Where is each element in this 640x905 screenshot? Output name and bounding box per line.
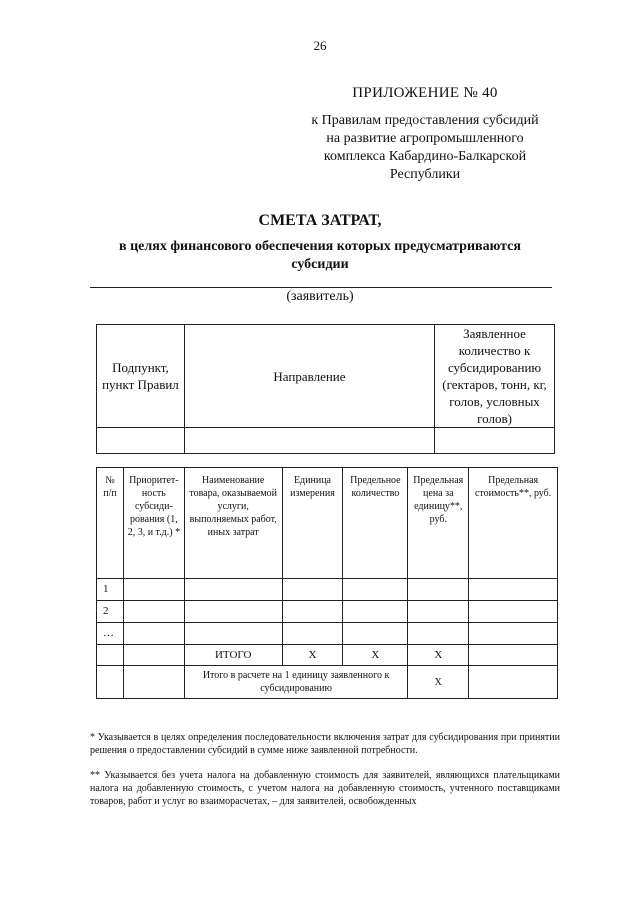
- total-cross: Х: [408, 645, 469, 666]
- table-header-row: [97, 468, 558, 579]
- header-cell: Заявленное количество к субсидированию (гектаров, тонн, кг, голов, условных голов): [435, 325, 555, 428]
- total-cross: Х: [282, 645, 343, 666]
- document-title: СМЕТА ЗАТРАТ,: [258, 212, 382, 229]
- appendix-block: [290, 84, 560, 184]
- header-cell: Единица измерения: [282, 468, 343, 579]
- per-unit-label: Итого в расчете на 1 единицу заявленного к субсидированию: [184, 666, 407, 699]
- header-cell: Направление: [184, 325, 434, 428]
- header-cell: Предельная стоимость**, руб.: [469, 468, 558, 579]
- appendix-line: Республики: [389, 167, 461, 182]
- row-number: …: [97, 623, 124, 645]
- total-label: ИТОГО: [184, 645, 282, 666]
- header-cell: Предельная цена за единицу**, руб.: [408, 468, 469, 579]
- appendix-line: комплекса Кабардино-Балкарской: [323, 149, 527, 164]
- table-cell: [435, 428, 555, 454]
- header-cell: Подпункт, пункт Правил: [97, 325, 185, 428]
- appendix-line: к Правилам предоставления субсидий: [311, 113, 539, 128]
- header-cell: Приоритет-ность субсиди-рования (1, 2, 3, и т.д.) *: [123, 468, 184, 579]
- footnote-1: * Указывается в целях определения последовательности включения затрат для субсидирования при принятии решения о предоставлении субсидий в сумме ниже заявленной потребности.: [90, 732, 560, 756]
- table-cell: [184, 428, 434, 454]
- table-cell: [97, 428, 185, 454]
- header-cell: Наименование товара, оказываемой услуги, выполняемых работ, иных затрат: [184, 468, 282, 579]
- per-unit-row: [97, 666, 558, 699]
- appendix-title: ПРИЛОЖЕНИЕ № 40: [352, 85, 498, 101]
- cost-table: [96, 467, 558, 699]
- page-number: 26: [313, 38, 327, 53]
- applicant-label: (заявитель): [286, 289, 354, 304]
- total-cross: Х: [343, 645, 408, 666]
- footnote-2: ** Указывается без учета налога на добавленную стоимость для заявителей, являющихся плательщиками налога на добавленную стоимость, с учетом налога на добавленную стоимость, учтенного поставщиками товаров, работ и услуг во взаиморасчетах, – для заявителей, освобожденных: [90, 770, 560, 807]
- total-row: [97, 645, 558, 666]
- direction-table: [96, 324, 555, 454]
- header-cell: № п/п: [97, 468, 124, 579]
- row-number: 1: [97, 579, 124, 601]
- applicant-underline: [90, 287, 552, 288]
- header-cell: Предельное количество: [343, 468, 408, 579]
- table-row: [97, 601, 558, 623]
- table-row: [97, 623, 558, 645]
- appendix-line: на развитие агропромышленного: [326, 131, 524, 146]
- table-row: [97, 579, 558, 601]
- table-row: [97, 428, 555, 454]
- per-unit-cross: Х: [408, 666, 469, 699]
- table-header-row: [97, 325, 555, 428]
- row-number: 2: [97, 601, 124, 623]
- document-subtitle: в целях финансового обеспечения которых предусматриваются субсидии: [119, 239, 521, 272]
